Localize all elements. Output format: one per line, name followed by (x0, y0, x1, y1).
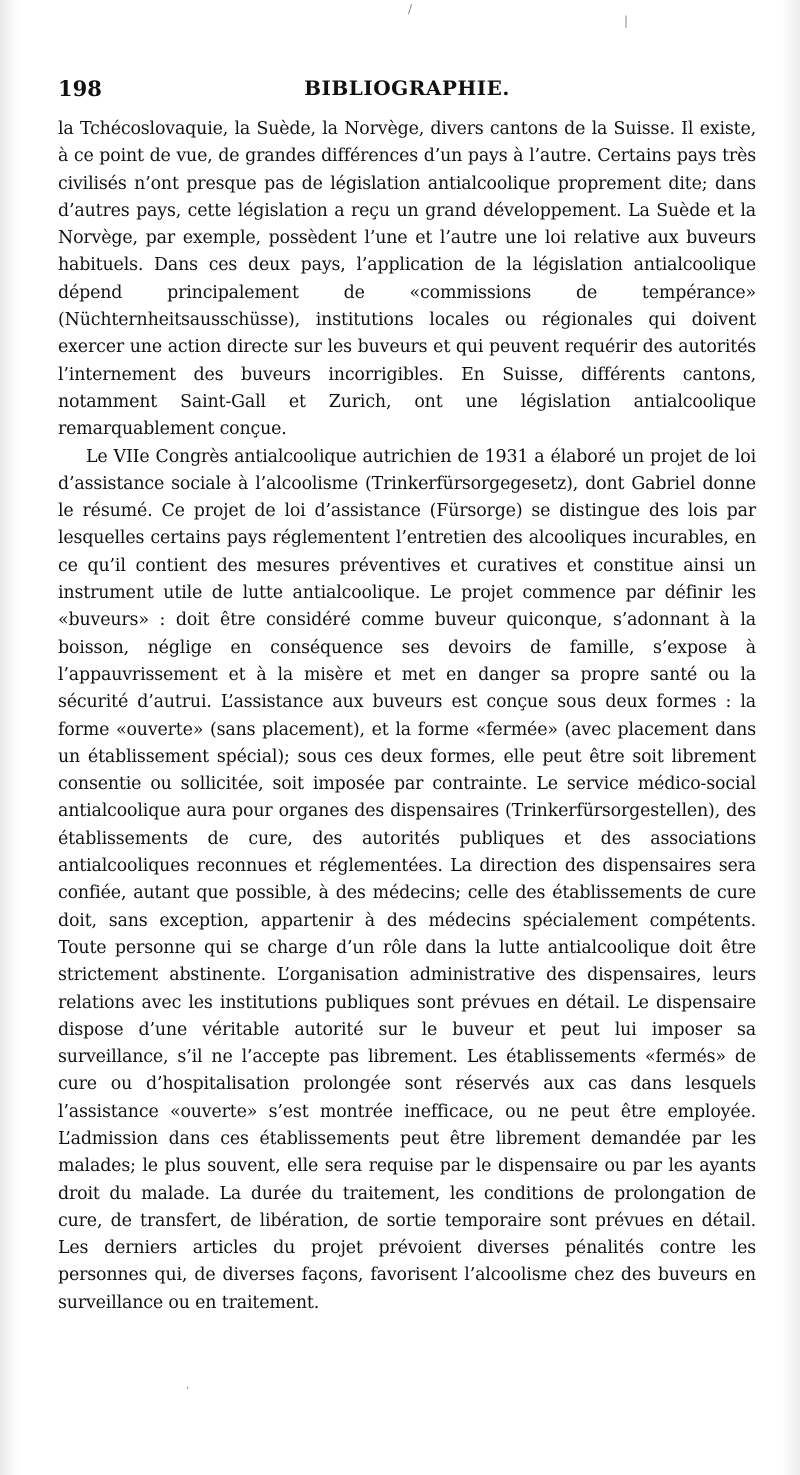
running-head (58, 76, 756, 106)
scan-speck: , (186, 1380, 190, 1391)
body-text (58, 116, 756, 1317)
book-page (58, 76, 756, 1317)
page-number: 198 (58, 76, 102, 101)
paragraph: la Tchécoslovaquie, la Suède, la Norvège, divers cantons de la Suisse. Il existe, à ce point de vue, de grandes différences d’un pays à l’autre. Certains pays très civilisés n’ont presque pas de législation antialcoolique proprement dite; dans d’autres pays, cette législation a reçu un grand développement. La Suède et la Norvège, par exemple, possèdent l’une et l’autre une loi relative aux buveurs habituels. Dans ces deux pays, l’application de la législation antialcoolique dépend principalement de «commissions de tempérance» (Nüchternheitsausschüsse), institutions locales ou régionales qui doivent exercer une action directe sur les buveurs et qui peuvent requérir des autorités l’internement des buveurs incorrigibles. En Suisse, différents cantons, notamment Saint-Gall et Zurich, ont une législation antialcoolique remarquablement conçue. (58, 119, 756, 440)
scan-speck: | (624, 14, 629, 28)
running-title: BIBLIOGRAPHIE. (304, 76, 510, 100)
scan-speck: / (408, 2, 413, 16)
paragraph: Le VIIe Congrès antialcoolique autrichien de 1931 a élaboré un projet de loi d’assistance sociale à l’alcoolisme (Trinkerfürsorgegesetz), dont Gabriel donne le résumé. Ce projet de loi d’assistance (Fürsorge) se distingue des lois par lesquelles certains pays réglementent l’entretien des alcooliques incurables, en ce qu’il contient des mesures préventives et curatives et constitue ainsi un instrument utile de lutte antialcoolique. Le projet commence par définir les «buveurs» : doit être considéré comme buveur quiconque, s’adonnant à la boisson, néglige en conséquence ses devoirs de famille, s’expose à l’appauvrissement et à la misère et met en danger sa propre santé ou la sécurité d’autrui. L’assistance aux buveurs est conçue sous deux formes : la forme «ouverte» (sans placement), et la forme «fermée» (avec placement dans un établissement spécial); sous ces deux formes, elle peut être soit librement consentie ou sollicitée, soit imposée par contrainte. Le service médico-social antialcoolique aura pour organes des dispensaires (Trinkerfürsorgestellen), des établissements de cure, des autorités publiques et des associations antialcooliques reconnues et réglementées. La direction des dispensaires sera confiée, autant que possible, à des médecins; celle des établissements de cure doit, sans exception, appartenir à des médecins spécialement compétents. Toute personne qui se charge d’un rôle dans la lutte antialcoolique doit être strictement abstinente. L’organisation administrative des dispensaires, leurs relations avec les institutions publiques sont prévues en détail. Le dispensaire dispose d’une véritable autorité sur le buveur et peut lui imposer sa surveillance, s’il ne l’accepte pas librement. Les établissements «fermés» de cure ou d’hospitalisation prolongée sont réservés aux cas dans lesquels l’assistance «ouverte» s’est montrée inefficace, ou ne peut être employée. L’admission dans ces établissements peut être librement demandée par les malades; le plus souvent, elle sera requise par le dispensaire ou par les ayants droit du malade. La durée du traitement, les conditions de prolongation de cure, de transfert, de libération, de sortie temporaire sont prévues en détail. Les derniers articles du projet prévoient diverses pénalités contre les personnes qui, de diverses façons, favorisent l’alcoolisme chez des buveurs en surveillance ou en traitement. (58, 446, 756, 1313)
